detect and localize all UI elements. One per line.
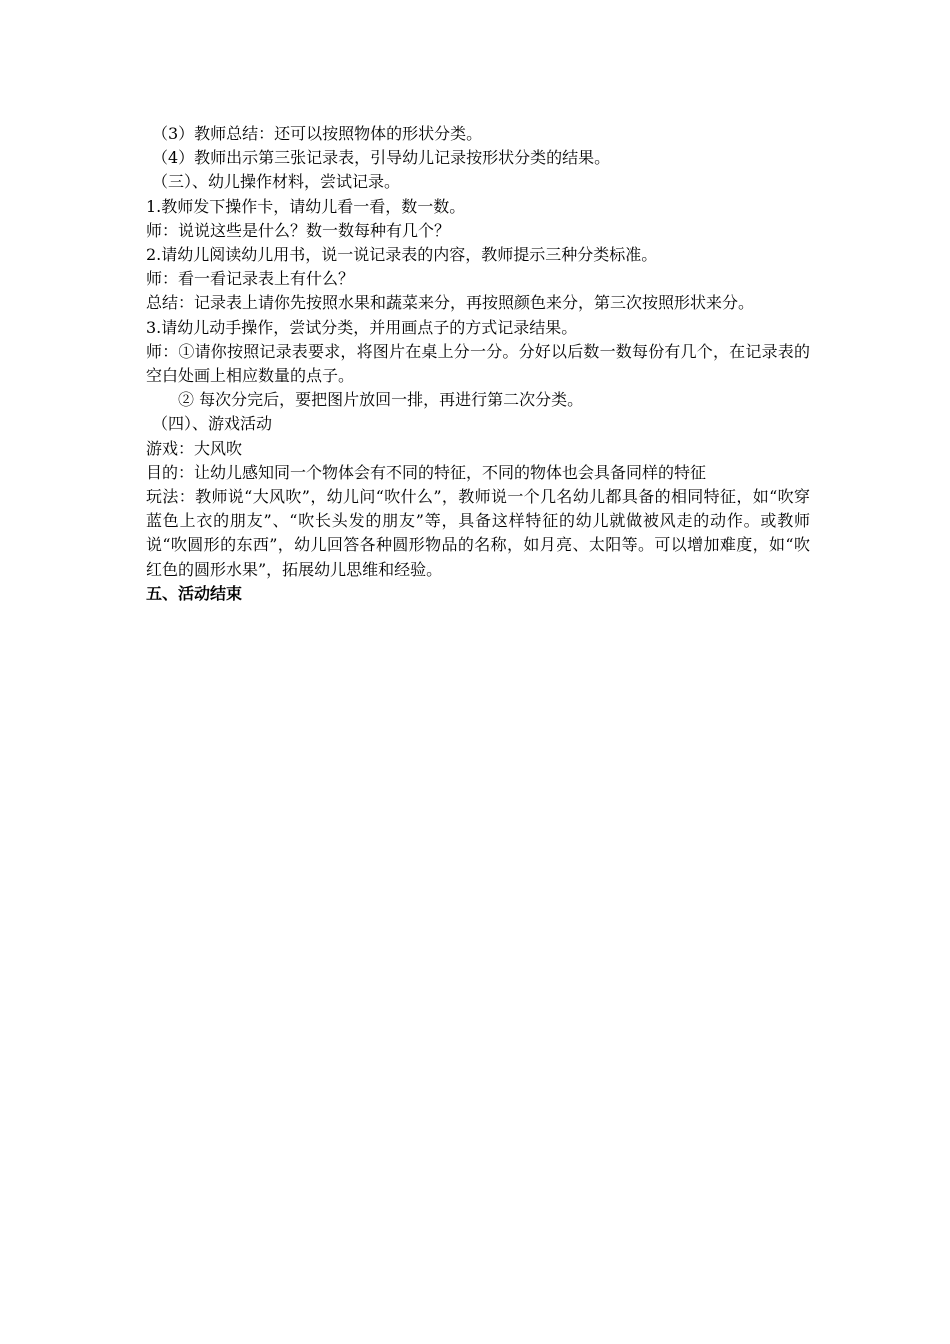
- paragraph-teacher-line-2: 师：看一看记录表上有什么？: [146, 269, 355, 289]
- paragraph-step-3: （3）教师总结：还可以按照物体的形状分类。: [152, 124, 483, 143]
- paragraph-game-name: 游戏：大风吹: [146, 438, 243, 458]
- section-heading-4: （四）、游戏活动: [152, 414, 273, 434]
- paragraph-teacher-line-1: 师：说说这些是什么？数一数每种有几个？: [146, 220, 451, 240]
- section-heading-3: （三）、幼儿操作材料，尝试记录。: [152, 172, 401, 192]
- paragraph-item-1: 1.教师发下操作卡，请幼儿看一看，数一数。: [146, 196, 466, 216]
- paragraph-item-3: 3.请幼儿动手操作，尝试分类，并用画点子的方式记录结果。: [146, 317, 578, 337]
- paragraph-item-2: 2.请幼儿阅读幼儿用书，说一说记录表的内容，教师提示三种分类标准。: [146, 245, 658, 265]
- document-body: [146, 122, 810, 606]
- paragraph-step-4: （4）教师出示第三张记录表，引导幼儿记录按形状分类的结果。: [152, 148, 611, 168]
- section-heading-5: 五、活动结束: [146, 583, 243, 603]
- paragraph-game-purpose: 目的：让幼儿感知同一个物体会有不同的特征，不同的物体也会具备同样的特征: [146, 462, 707, 482]
- paragraph-summary: 总结：记录表上请你先按照水果和蔬菜来分，再按照颜色来分，第三次按照形状来分。: [146, 293, 755, 313]
- paragraph-game-rules: 玩法：教师说“大风吹”，幼儿问“吹什么”，教师说一个几名幼儿都具备的相同特征，如“吹穿蓝色上衣的朋友”、“吹长头发的朋友”等，具备这样特征的幼儿就做被风走的动作。或教师说“吹圆形的东西”，幼儿回答各种圆形物品的名称，如月亮、太阳等。可以增加难度，如“吹红色的圆形水果”，拓展幼儿思维和经验。: [146, 487, 810, 579]
- paragraph-teacher-line-3: 师：①请你按照记录表要求，将图片在桌上分一分。分好以后数一数每份有几个，在记录表的空白处画上相应数量的点子。: [146, 341, 810, 386]
- paragraph-teacher-line-4: ② 每次分完后，要把图片放回一排，再进行第二次分类。: [178, 390, 584, 410]
